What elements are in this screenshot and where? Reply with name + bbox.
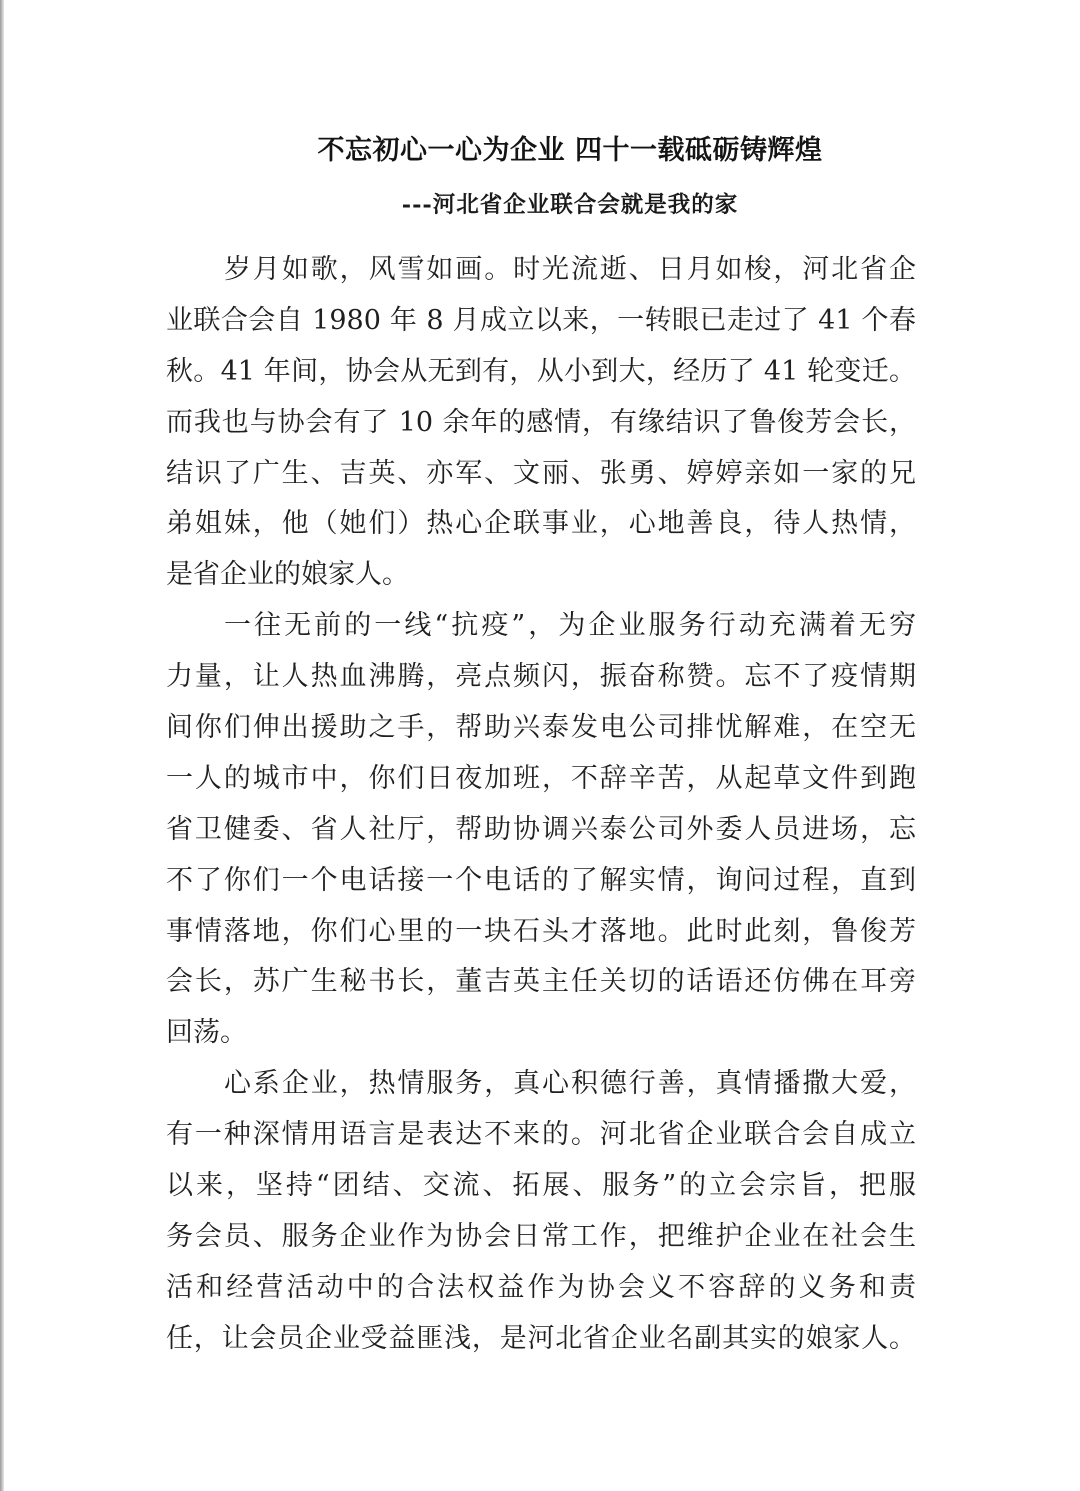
text-line: 弟姐妹，他（她们）热心企联事业，心地善良，待人热情， — [166, 508, 916, 540]
text-line: 业联合会自 1980 年 8 月成立以来，一转眼已走过了 41 个春 — [166, 304, 916, 336]
text-line: 力量，让人热血沸腾，亮点频闪，振奋称赞。忘不了疫情期 — [166, 661, 916, 693]
text-line: 以来，坚持“团结、交流、拓展、服务”的立会宗旨，把服 — [166, 1170, 916, 1202]
document-body — [166, 245, 916, 1365]
text-line: 不了你们一个电话接一个电话的了解实情，询问过程，直到 — [166, 864, 916, 896]
text-line: 结识了广生、吉英、亦军、文丽、张勇、婷婷亲如一家的兄 — [166, 457, 916, 489]
text-line: 心系企业，热情服务，真心积德行善，真情播撒大爱， — [224, 1068, 916, 1100]
text-line: 而我也与协会有了 10 余年的感情，有缘结识了鲁俊芳会长， — [166, 406, 916, 438]
text-line: 回荡。 — [166, 1017, 247, 1049]
text-line: 会长，苏广生秘书长，董吉英主任关切的话语还仿佛在耳旁 — [166, 966, 916, 998]
text-line: 秋。41 年间，协会从无到有，从小到大，经历了 41 轮变迁。 — [166, 355, 916, 387]
document-subtitle: ---河北省企业联合会就是我的家 — [401, 192, 739, 218]
text-line: 岁月如歌，风雪如画。时光流逝、日月如梭，河北省企 — [224, 254, 916, 285]
text-line: 活和经营活动中的合法权益作为协会义不容辞的义务和责 — [166, 1271, 916, 1303]
text-line: 任，让会员企业受益匪浅，是河北省企业名副其实的娘家人。 — [166, 1322, 916, 1354]
text-line: 是省企业的娘家人。 — [166, 559, 409, 591]
text-line: 有一种深情用语言是表达不来的。河北省企业联合会自成立 — [166, 1119, 916, 1151]
text-line: 一往无前的一线“抗疫”，为企业服务行动充满着无穷 — [224, 610, 916, 642]
text-line: 事情落地，你们心里的一块石头才落地。此时此刻，鲁俊芳 — [166, 915, 916, 947]
text-line: 省卫健委、省人社厅，帮助协调兴泰公司外委人员进场，忘 — [166, 813, 916, 845]
text-line: 一人的城市中，你们日夜加班，不辞辛苦，从起草文件到跑 — [166, 762, 916, 794]
text-line: 务会员、服务企业作为协会日常工作，把维护企业在社会生 — [166, 1220, 916, 1252]
document-title: 不忘初心一心为企业 四十一载砥砺铸辉煌 — [317, 135, 823, 166]
page-left-edge-shadow — [0, 0, 4, 1491]
text-line: 间你们伸出援助之手，帮助兴泰发电公司排忧解难，在空无 — [166, 712, 916, 744]
